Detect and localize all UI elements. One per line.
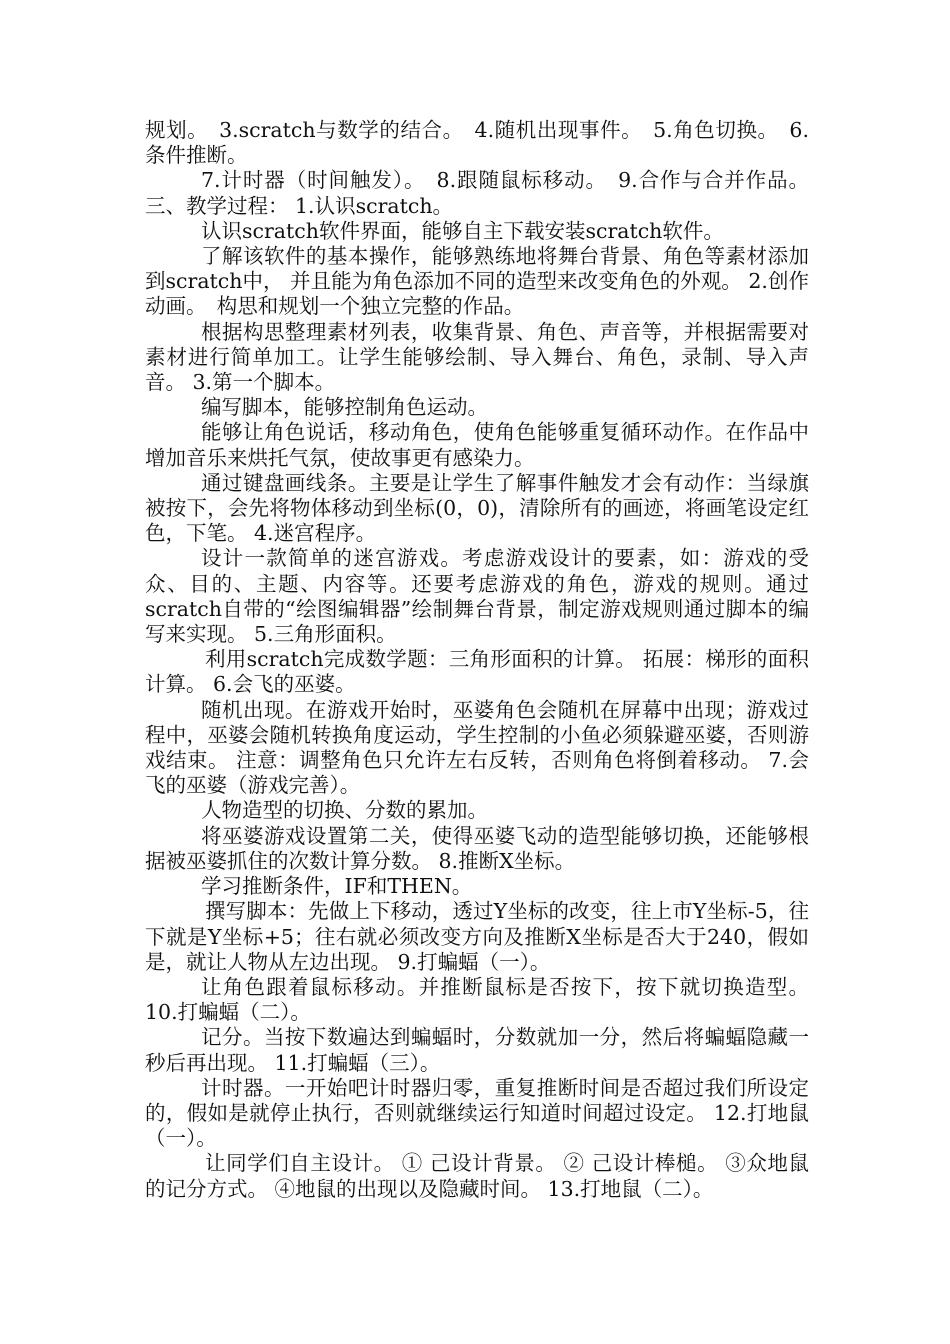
paragraph: 规划。 3.scratch与数学的结合。 4.随机出现事件。 5.角色切换。 6.条件推断。 [145, 118, 809, 168]
paragraph: 认识scratch软件界面，能够自主下载安装scratch软件。 [201, 218, 724, 243]
paragraph: 将巫婆游戏设置第二关，使得巫婆飞动的造型能够切换，还能够根据被巫婆抓住的次数计算分数。 8.推断X坐标。 [145, 823, 809, 873]
paragraph: 让同学们自主设计。 ① 己设计背景。 ② 己设计棒槌。 ③众地鼠的记分方式。 ④地鼠的出现以及隐藏时间。 13.打地鼠（二）。 [145, 1151, 809, 1201]
paragraph: 学习推断条件，IF和THEN。 [201, 874, 473, 899]
paragraph: 了解该软件的基本操作，能够熟练地将舞台背景、角色等素材添加到scratch中， 并且能为角色添加不同的造型来改变角色的外观。 2.创作动画。 构思和规划一个独立完整的作品。 [145, 244, 809, 319]
paragraph: 让角色跟着鼠标移动。并推断鼠标是否按下，按下就切换造型。 10.打蝙蝠（二）。 [145, 974, 809, 1025]
paragraph: 记分。当按下数遍达到蝙蝠时，分数就加一分，然后将蝙蝠隐藏一秒后再出现。 11.打蝙蝠（三）。 [145, 1025, 809, 1075]
paragraph: 根据构思整理素材列表，收集背景、角色、声音等，并根据需要对素材进行简单加工。让学生能够绘制、导入舞台、角色，录制、导入声音。 3.第一个脚本。 [145, 319, 809, 395]
paragraph: 能够让角色说话，移动角色，使角色能够重复循环动作。在作品中增加音乐来烘托气氛，使故事更有感染力。 [145, 420, 809, 470]
paragraph: 随机出现。在游戏开始时，巫婆角色会随机在屏幕中出现；游戏过程中，巫婆会随机转换角度运动，学生控制的小鱼必须躲避巫婆，否则游戏结束。 注意：调整角色只允许左右反转，否则角色将倒着移动。 7.会飞的巫婆（游戏完善）。 [145, 697, 809, 798]
paragraph: 撰写脚本：先做上下移动，透过Y坐标的改变，往上市Y坐标-5，往下就是Y坐标+5；往右就必须改变方向及推断X坐标是否大于240，假如是，就让人物从左边出现。 9.打蝙蝠（一）。 [145, 899, 809, 974]
paragraph: 设计一款简单的迷宫游戏。考虑游戏设计的要素，如：游戏的受众、目的、主题、内容等。还要考虑游戏的角色，游戏的规则。通过scratch自带的“绘图编辑器”绘制舞台背景，制定游戏规则通过脚本的编写来实现。 5.三角形面积。 [145, 546, 809, 647]
paragraph: 人物造型的切换、分数的累加。 [201, 798, 488, 823]
paragraph: 7.计时器（时间触发）。 8.跟随鼠标移动。 9.合作与合并作品。 三、教学过程： 1.认识scratch。 [145, 168, 809, 218]
document-page [145, 118, 809, 1202]
paragraph: 通过键盘画线条。主要是让学生了解事件触发才会有动作：当绿旗被按下，会先将物体移动到坐标(0，0)，清除所有的画迹，将画笔设定红色，下笔。 4.迷宫程序。 [145, 470, 809, 546]
paragraph: 利用scratch完成数学题：三角形面积的计算。 拓展：梯形的面积计算。 6.会飞的巫婆。 [145, 647, 809, 697]
paragraph: 计时器。一开始吧计时器归零，重复推断时间是否超过我们所设定的，假如是就停止执行，否则就继续运行知道时间超过设定。 12.打地鼠（一）。 [145, 1075, 809, 1151]
paragraph: 编写脚本，能够控制角色运动。 [201, 395, 488, 420]
